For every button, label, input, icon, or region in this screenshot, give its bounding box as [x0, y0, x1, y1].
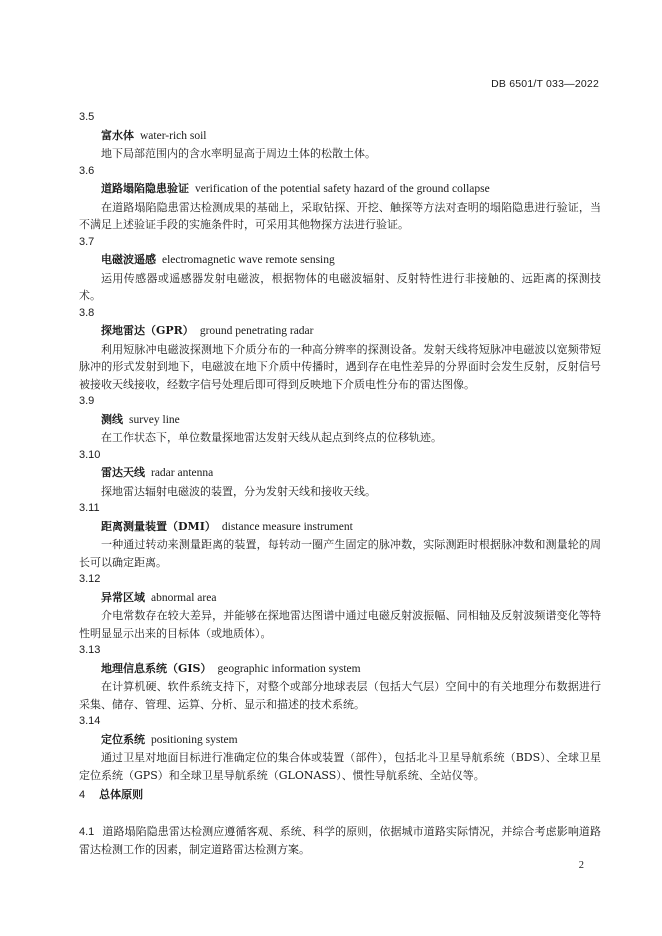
term-title — [79, 127, 601, 146]
term-title-en: radar antenna — [151, 467, 214, 479]
clause-text: 道路塌陷隐患雷达检测应遵循客观、系统、科学的原则，依据城市道路实际情况，并综合考虑影响道路雷达检测工作的因素，制定道路雷达检测方案。 — [79, 824, 601, 856]
term-title — [79, 660, 601, 679]
term-3-12 — [79, 571, 601, 642]
term-number: 3.5 — [79, 111, 95, 123]
term-definition: 运用传感器或遥感器发射电磁波，根据物体的电磁波辐射、反射特性进行非接触的、远距离的探测技术。 — [79, 271, 601, 302]
page-number: 2 — [578, 860, 584, 871]
term-3-14 — [79, 713, 601, 784]
term-title-zh: 异常区域 — [101, 590, 145, 604]
term-title-zh: 雷达天线 — [101, 466, 145, 479]
term-title-en: electromagnetic wave remote sensing — [162, 254, 335, 266]
term-number: 3.13 — [79, 644, 101, 656]
term-title-zh: 测线 — [101, 412, 123, 426]
term-number: 3.6 — [79, 164, 95, 177]
term-definition: 在计算机硬、软件系统支持下，对整个或部分地球表层（包括大气层）空间中的有关地理分布数据进行采集、储存、管理、运算、分析、显示和描述的技术系统。 — [79, 680, 601, 711]
term-title-zh: 道路塌陷隐患验证 — [101, 182, 189, 195]
term-title-en: abnormal area — [151, 591, 217, 604]
term-3-8 — [79, 305, 601, 394]
section-number: 4 — [79, 789, 86, 801]
term-title-zh: 定位系统 — [101, 732, 145, 746]
term-title — [79, 464, 601, 483]
term-3-9 — [79, 393, 601, 447]
term-title-en: survey line — [129, 413, 180, 426]
term-title-en: ground penetrating radar — [199, 325, 314, 337]
section-4 — [79, 786, 601, 859]
term-definition: 探地雷达辐射电磁波的装置，分为发射天线和接收天线。 — [101, 484, 376, 498]
term-title-zh: 距离测量装置（DMI） — [101, 519, 216, 533]
section-heading — [79, 786, 601, 805]
term-title — [79, 180, 601, 199]
term-3-7 — [79, 234, 601, 305]
term-3-5 — [79, 109, 601, 163]
term-title-en: distance measure instrument — [221, 520, 353, 533]
term-definition: 一种通过转动来测量距离的装置，每转动一圈产生固定的脉冲数，实际测距时根据脉冲数和测量轮的周长可以确定距离。 — [79, 538, 601, 569]
term-title-zh: 电磁波遥感 — [101, 253, 156, 266]
term-3-6 — [79, 163, 601, 234]
term-title — [79, 411, 601, 430]
term-definition: 地下局部范围内的含水率明显高于周边土体的松散土体。 — [101, 147, 376, 160]
term-number: 3.8 — [79, 306, 95, 319]
document-id: DB 6501/T 033—2022 — [491, 78, 599, 90]
term-title-en: positioning system — [151, 733, 238, 746]
term-title — [79, 731, 601, 750]
term-3-11 — [79, 500, 601, 571]
term-definition: 介电常数存在较大差异，并能够在探地雷达图谱中通过电磁反射波振幅、同相轴及反射波频谱变化等特性明显显示出来的目标体（或地质体）。 — [79, 609, 601, 640]
term-3-10 — [79, 447, 601, 501]
term-number: 3.12 — [79, 573, 101, 585]
term-title-en: geographic information system — [217, 662, 361, 675]
term-number: 3.11 — [79, 502, 100, 514]
term-title — [79, 518, 601, 537]
term-title-zh: 探地雷达（GPR） — [101, 324, 194, 337]
term-definition: 通过卫星对地面目标进行准确定位的集合体或装置（部件），包括北斗卫星导航系统（BDS）、全球卫星定位系统（GPS）和全球卫星导航系统（GLONASS）、惯性导航系统、全站仪等。 — [79, 751, 601, 782]
term-title-en: verification of the potential safety hazard of the ground collapse — [195, 183, 490, 195]
term-number: 3.14 — [79, 715, 101, 727]
term-title — [79, 322, 601, 341]
clause-4-1 — [79, 823, 601, 859]
clause-number: 4.1 — [79, 825, 95, 838]
section-title: 总体原则 — [99, 788, 144, 801]
terms-list — [79, 109, 601, 784]
term-title-en: water-rich soil — [140, 129, 207, 142]
term-definition: 在道路塌陷隐患雷达检测成果的基础上，采取钻探、开挖、触探等方法对查明的塌陷隐患进行验证，当不满足上述验证手段的实施条件时，可采用其他物探方法进行验证。 — [79, 200, 601, 231]
term-3-13 — [79, 642, 601, 713]
term-title-zh: 富水体 — [101, 128, 134, 142]
term-number: 3.7 — [79, 235, 95, 248]
term-definition: 在工作状态下，单位数量探地雷达发射天线从起点到终点的位移轨迹。 — [101, 431, 442, 444]
term-definition: 利用短脉冲电磁波探测地下介质分布的一种高分辨率的探测设备。发射天线将短脉冲电磁波以宽频带短脉冲的形式发射到地下，电磁波在地下介质中传播时，遇到存在电性差异的分界面时会发生反射，反射信号被接收天线接收，经数字信号处理后即可得到反映地下介质电性分布的雷达图像。 — [79, 342, 601, 391]
term-title-zh: 地理信息系统（GIS） — [101, 661, 212, 675]
term-title — [79, 251, 601, 270]
term-number: 3.9 — [79, 395, 95, 407]
term-title — [79, 589, 601, 608]
term-number: 3.10 — [79, 448, 101, 461]
